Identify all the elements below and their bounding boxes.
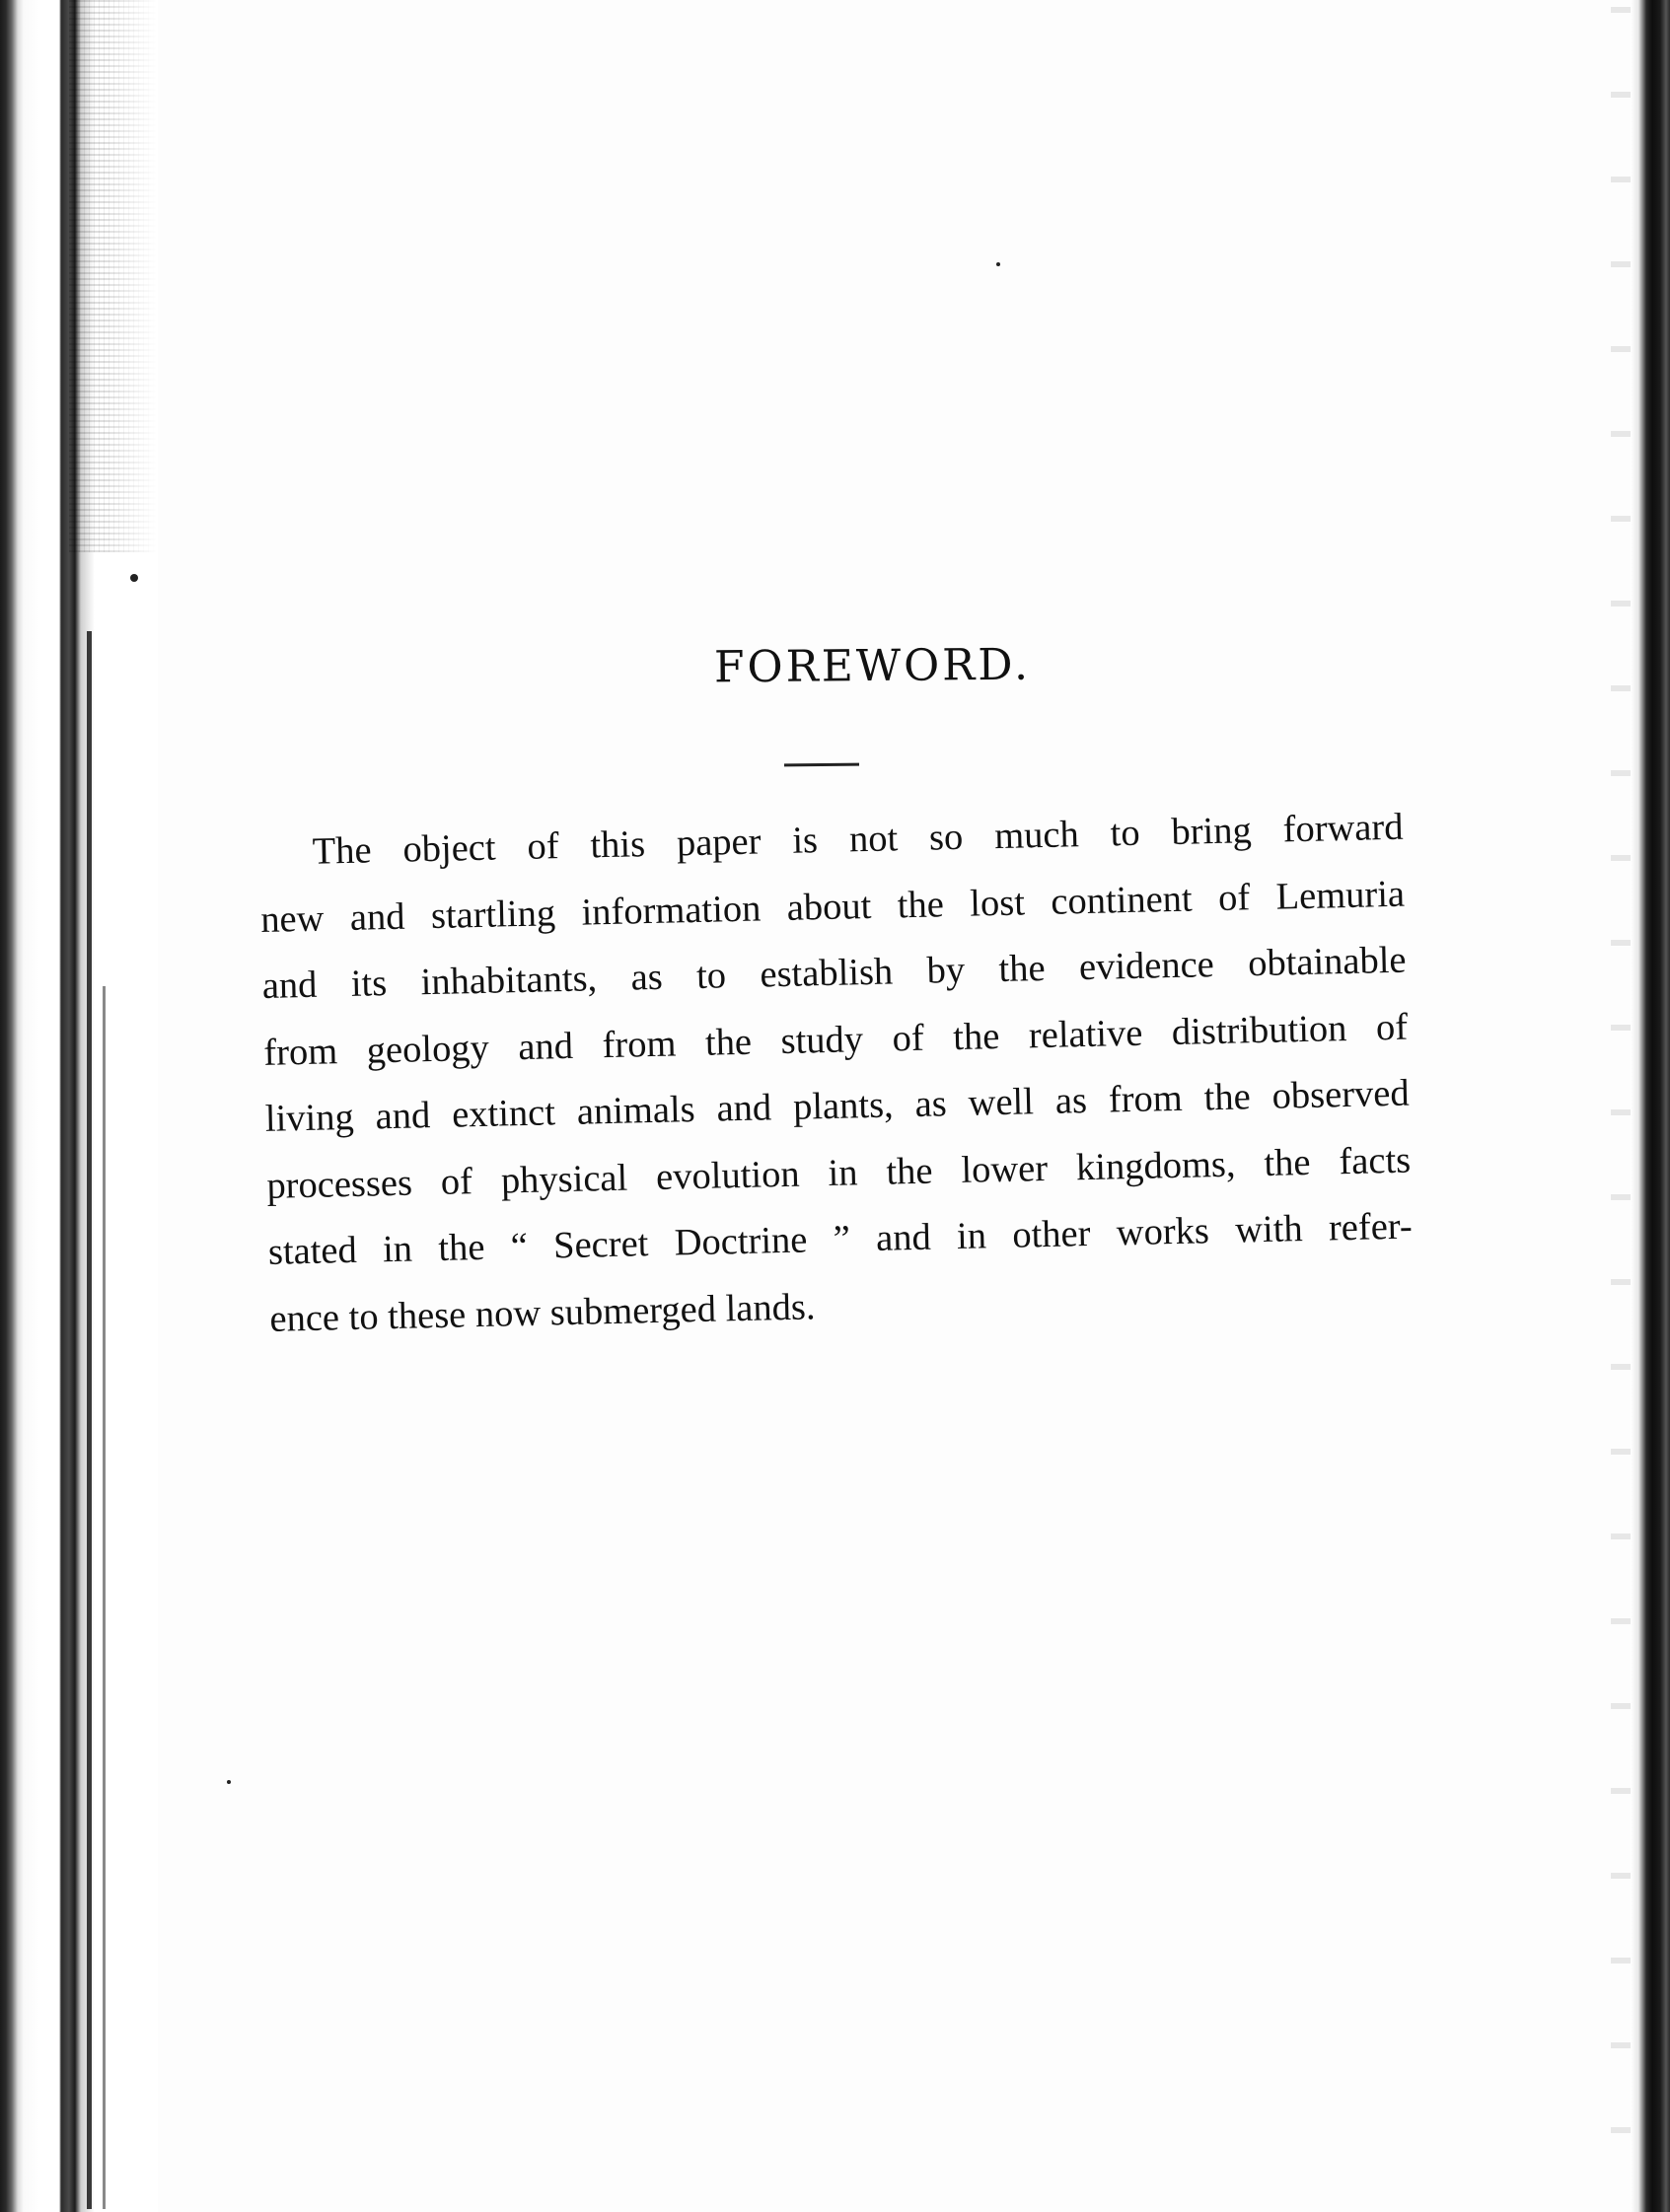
title-divider: [784, 763, 859, 767]
paragraph-line: from geology and from the study of the relative distribution of: [262, 1006, 1409, 1074]
binding-line: [87, 631, 92, 2209]
scan-speck: [996, 262, 1000, 266]
paragraph-line: new and startling information about the lost continent of Lemuria: [259, 873, 1406, 941]
scan-speck: [227, 1780, 231, 1784]
scan-speck: [130, 574, 138, 582]
right-binding-edge: [1631, 0, 1670, 2212]
page-title: FOREWORD.: [713, 639, 1032, 693]
paragraph-line: stated in the “ Secret Doctrine ” and in other works with refer-: [267, 1205, 1414, 1273]
paragraph-line: processes of physical evolution in the lower kingdoms, the facts: [265, 1139, 1412, 1207]
paragraph-line: and its inhabitants, as to establish by the evidence obtainable: [261, 939, 1407, 1007]
foreword-paragraph: [258, 795, 1415, 1353]
binding-speckle: [69, 0, 158, 552]
right-edge-marks: [1611, 0, 1631, 2212]
paragraph-line: The object of this paper is not so much to bring forward: [312, 806, 1404, 873]
paragraph-line: living and extinct animals and plants, as well as from the observed: [264, 1072, 1411, 1140]
binding-line: [103, 986, 106, 2209]
left-binding-edge: [0, 0, 158, 2212]
paragraph-line: ence to these now submerged lands.: [268, 1285, 816, 1340]
